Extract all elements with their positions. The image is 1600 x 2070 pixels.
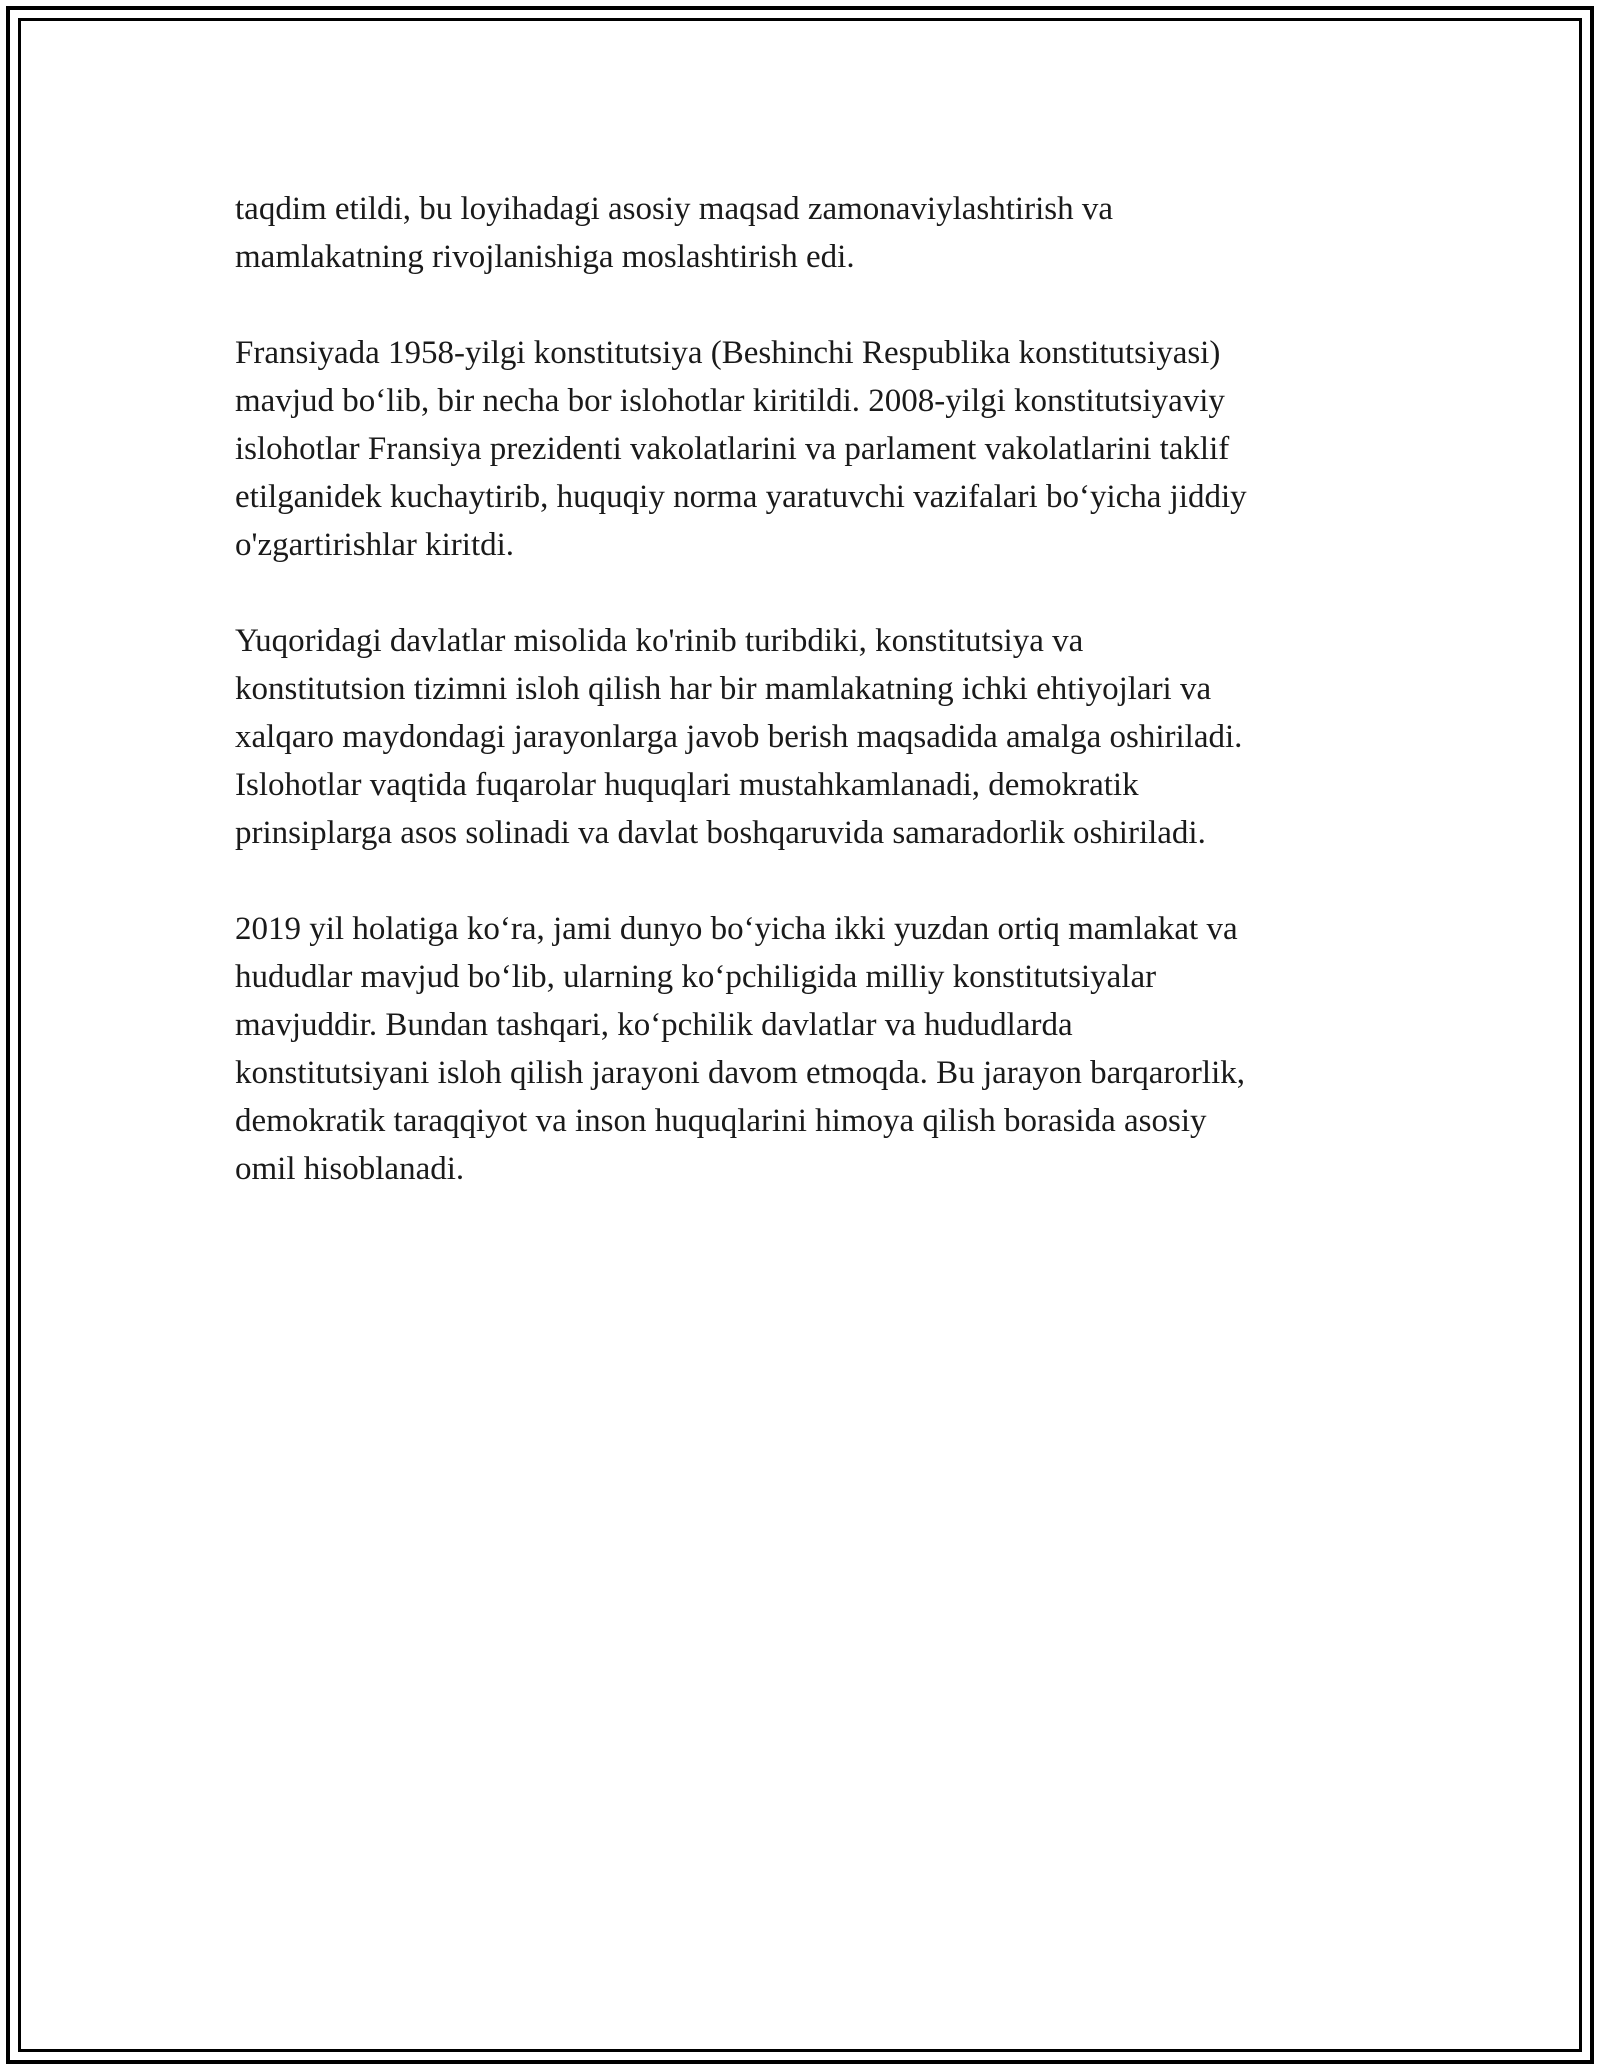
paragraph-4: 2019 yil holatiga ko‘ra, jami dunyo bo‘yicha ikki yuzdan ortiq mamlakat va hududlar mavjud bo‘lib, ularning ko‘pchiligida milliy konstitutsiyalar mavjuddir. Bundan tashqari, ko‘pchilik davlatlar va hududlarda konstitutsiyani isloh qilish jarayoni davom etmoqda. Bu jarayon barqarorlik, demokratik taraqqiyot va inson huquqlarini himoya qilish borasida asosiy omil hisoblanadi. [235,911,1245,1187]
paragraph-1: taqdim etildi, bu loyihadagi asosiy maqsad zamonaviylashtirish va mamlakatning rivojlanishiga moslashtirish edi. [235,191,1113,275]
document-body [235,185,1365,1241]
paragraph-3: Yuqoridagi davlatlar misolida ko'rinib turibdiki, konstitutsiya va konstitutsion tizimni isloh qilish har bir mamlakatning ichki ehtiyojlari va xalqaro maydondagi jarayonlarga javob berish maqsadida amalga oshiriladi. Islohotlar vaqtida fuqarolar huquqlari mustahkamlanadi, demokratik prinsiplarga asos solinadi va davlat boshqaruvida samaradorlik oshiriladi. [235,623,1243,851]
paragraph-2: Fransiyada 1958-yilgi konstitutsiya (Beshinchi Respublika konstitutsiyasi) mavjud bo‘lib, bir necha bor islohotlar kiritildi. 2008-yilgi konstitutsiyaviy islohotlar Fransiya prezidenti vakolatlarini va parlament vakolatlarini taklif etilganidek kuchaytirib, huquqiy norma yaratuvchi vazifalari bo‘yicha jiddiy o'zgartirishlar kiritdi. [235,335,1247,563]
